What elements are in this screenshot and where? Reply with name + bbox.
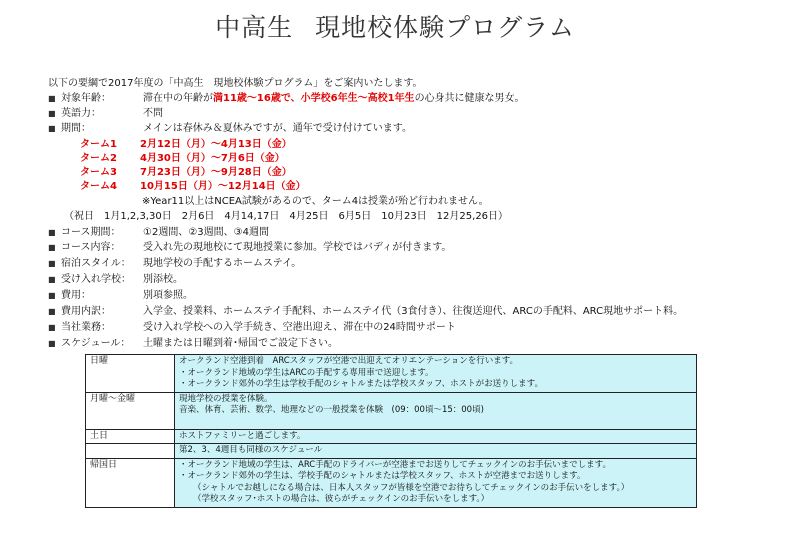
row-label: コース期間： — [61, 227, 121, 238]
schedule-day — [86, 444, 175, 459]
row-label: 費用内訳： — [61, 306, 111, 317]
row-label: 費用： — [61, 290, 91, 301]
term-4 — [80, 177, 306, 192]
schedule-line: （シャトルでお越しになる場合は、日本人スタッフが皆様を空港でお待ちしてチェックインのお手伝いをします。） — [193, 482, 630, 493]
term-name: ターム4 — [80, 181, 117, 192]
schedule-desc — [175, 429, 697, 444]
schedule-line: ・オークランド地域の学生は、ARC手配のドライバーが空港までお送りしてチェックインのお手伝いまでします。 — [179, 459, 611, 470]
row-course-content — [48, 238, 451, 253]
title-part-b: 現地校体験プログラム — [315, 13, 575, 42]
holiday-note: （祝日 1月1,2,3,30日 2月6日 4月14,17日 4月25日 6月5日 10月23日 12月25,26日） — [64, 211, 509, 222]
term-dates: 4月30日（月）〜7月6日（金） — [140, 153, 285, 164]
square-bullet-icon: ■ — [48, 323, 56, 332]
schedule-line: ホストファミリーと過ごします。 — [179, 430, 306, 441]
row-text: 不問 — [143, 108, 163, 119]
row-text: 受入れ先の現地校にて現地授業に参加。学校ではバディが付きます。 — [143, 242, 452, 253]
row-cost — [48, 286, 193, 301]
row-text: 滞在中の年齢が — [143, 93, 213, 104]
square-bullet-icon: ■ — [48, 124, 56, 133]
title-part-a: 中高生 — [215, 13, 294, 42]
schedule-line: （学校スタッフ･ホストの場合は、彼らがチェックインのお手伝いをします。） — [193, 494, 490, 504]
row-period — [48, 119, 412, 134]
row-services — [48, 318, 456, 333]
schedule-line: ・オークランド郊外の学生は学校手配のシャトルまたは学校スタッフ、ホストがお送りします。 — [179, 379, 543, 389]
square-bullet-icon: ■ — [48, 228, 56, 237]
schedule-line: ・オークランド郊外の学生は、学校手配のシャトルまたは学校スタッフ、ホストが空港までお送りします。 — [179, 471, 586, 481]
schedule-desc — [175, 444, 697, 459]
square-bullet-icon: ■ — [48, 291, 56, 300]
row-text: 別項参照。 — [143, 290, 193, 301]
term-dates: 2月12日（月）〜4月13日（金） — [140, 139, 292, 150]
term-dates: 7月23日（月）〜9月28日（金） — [140, 167, 292, 178]
row-text: の心身共に健康な男女。 — [414, 93, 525, 104]
square-bullet-icon: ■ — [48, 259, 56, 268]
schedule-line: 音楽、体育、芸術、数学、地理などの一般授業を体験 (09：00頃〜15：00頃) — [179, 405, 484, 415]
schedule-day: 日曜 — [86, 355, 175, 393]
row-schedule — [48, 334, 338, 349]
term-2 — [80, 149, 285, 164]
row-text: ①2週間、②3週間、③4週間 — [143, 227, 269, 238]
square-bullet-icon: ■ — [48, 275, 56, 284]
square-bullet-icon: ■ — [48, 94, 56, 103]
term-1 — [80, 135, 292, 150]
ncea-note: ※Year11以上はNCEA試験があるので、ターム4は授業が殆ど行われません。 — [142, 196, 489, 207]
row-text-highlight: 満11歳〜16歳で、小学校6年生〜高校1年生 — [213, 93, 415, 104]
schedule-desc — [175, 355, 697, 393]
row-text: 現地学校の手配するホームステイ。 — [143, 258, 302, 269]
row-label: 期間： — [61, 123, 91, 134]
row-label: コース内容： — [61, 242, 121, 253]
row-cost-detail — [48, 302, 683, 317]
row-stay-style — [48, 254, 301, 269]
term-name: ターム2 — [80, 153, 117, 164]
row-school — [48, 270, 183, 285]
square-bullet-icon: ■ — [48, 307, 56, 316]
row-label: 受け入れ学校： — [61, 274, 131, 285]
table-row — [86, 458, 697, 507]
row-text: 受け入れ学校への入学手続き、空港出迎え、滞在中の24時間サポート — [143, 322, 456, 333]
schedule-desc — [175, 458, 697, 507]
row-label: 宿泊スタイル： — [61, 258, 131, 269]
row-label: 英語力： — [61, 108, 101, 119]
table-row — [86, 444, 697, 459]
schedule-line: ・オークランド地域の学生はARCの手配する専用車で送迎します。 — [179, 367, 434, 378]
intro-text: 以下の要綱で2017年度の「中高生 現地校体験プログラム」をご案内いたします。 — [48, 78, 423, 89]
term-name: ターム3 — [80, 167, 117, 178]
row-text: 入学金、授業料、ホームステイ手配料、ホームステイ代（3食付き）、往復送迎代、ARCの手配料、ARC現地サポート料。 — [143, 306, 684, 317]
row-text: メインは春休み＆夏休みですが、通年で受け付けています。 — [143, 123, 412, 134]
schedule-day: 帰国日 — [86, 458, 175, 507]
square-bullet-icon: ■ — [48, 339, 56, 348]
row-age — [48, 89, 525, 104]
schedule-blank-line — [179, 417, 692, 428]
table-row — [86, 355, 697, 393]
row-label: スケジュール： — [61, 338, 131, 349]
schedule-line: 現地学校の授業を体験。 — [179, 393, 273, 404]
square-bullet-icon: ■ — [48, 109, 56, 118]
schedule-table — [85, 354, 697, 508]
table-row — [86, 392, 697, 429]
schedule-desc — [175, 392, 697, 429]
term-name: ターム1 — [80, 139, 117, 150]
schedule-day: 土日 — [86, 429, 175, 444]
row-course-period — [48, 223, 269, 238]
term-3 — [80, 163, 292, 178]
row-text: 別添校。 — [143, 274, 183, 285]
term-dates: 10月15日（月）〜12月14日（金） — [140, 181, 306, 192]
row-english — [48, 104, 163, 119]
row-text: 土曜または日曜到着･帰国でご設定下さい。 — [143, 338, 338, 349]
schedule-line: 第2、3、4週目も同様のスケジュール — [179, 445, 323, 455]
page-title — [0, 8, 790, 44]
square-bullet-icon: ■ — [48, 243, 56, 252]
schedule-day: 月曜〜金曜 — [86, 392, 175, 429]
table-row — [86, 429, 697, 444]
row-label: 対象年齢： — [61, 93, 111, 104]
row-label: 当社業務： — [61, 322, 111, 333]
schedule-line: オークランド空港到着 ARCスタッフが空港で出迎えてオリエンテーションを行います。 — [179, 356, 519, 366]
